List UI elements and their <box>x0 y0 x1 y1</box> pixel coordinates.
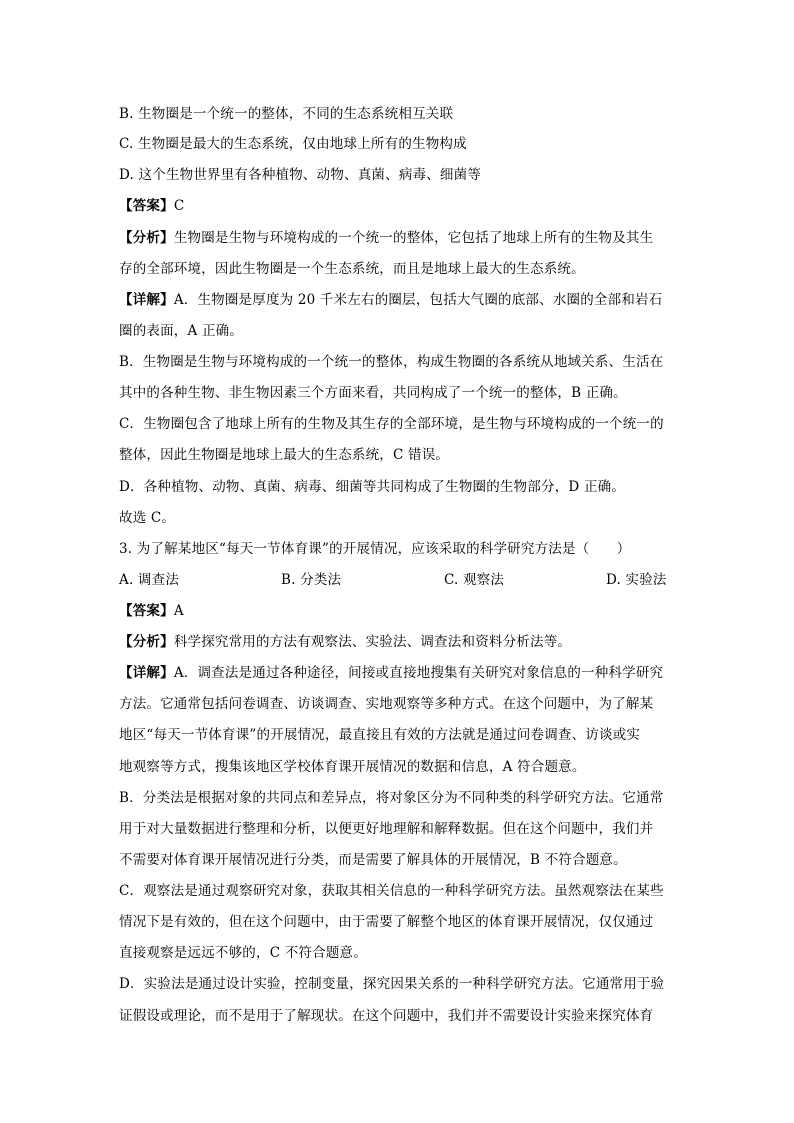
q3-question: 3. 为了解某地区“每天一节体育课”的开展情况，应该采取的科学研究方法是（ ） <box>119 541 631 557</box>
analysis-tag: 【分析】 <box>119 230 174 246</box>
q3-detail-line: 地区“每天一节体育课”的开展情况，最直接且有效的方法就是通过问卷调查、访谈或实 <box>119 727 641 743</box>
option-b-line: B. 生物圈是一个统一的整体，不同的生态系统相互关联 <box>119 106 454 122</box>
q3-detail-line: 地观察等方式，搜集该地区学校体育课开展情况的数据和信息，A 符合题意。 <box>119 759 586 775</box>
q2-detail-line: C．生物圈包含了地球上所有的生物及其生存的全部环境，是生物与环境构成的一个统一的 <box>119 416 664 432</box>
detail-tag: 【详解】 <box>119 665 174 681</box>
q2-conclusion: 故选 C。 <box>119 510 176 526</box>
detail-text: A．生物圈是厚度为 20 千米左右的圈层，包括大气圈的底部、水圈的全部和岩石 <box>173 292 663 308</box>
q3-detail-line: 情况下是有效的，但在这个问题中，由于需要了解整个地区的体育课开展情况，仅仅通过 <box>119 914 654 930</box>
q2-answer <box>119 196 679 216</box>
q3-detail-line: B．分类法是根据对象的共同点和差异点，将对象区分为不同种类的科学研究方法。它通常 <box>119 790 664 806</box>
answer-tag: 【答案】 <box>119 603 174 619</box>
q3-detail-line: 直接观察是远远不够的，C 不符合题意。 <box>119 945 367 961</box>
q3-detail-line: 证假设或理论，而不是用于了解现状。在这个问题中，我们并不需要设计实验来探究体育 <box>119 1008 654 1024</box>
q2-detail-line-1 <box>119 290 679 310</box>
q3-option-d: D. 实验法 <box>606 572 667 588</box>
q3-answer <box>119 601 679 621</box>
q3-analysis <box>119 632 679 652</box>
option-c-line: C. 生物圈是最大的生态系统，仅由地球上所有的生物构成 <box>119 136 467 152</box>
detail-tag: 【详解】 <box>119 292 174 308</box>
q2-analysis-line-1 <box>119 228 679 248</box>
q3-option-c: C. 观察法 <box>444 572 505 588</box>
q3-options <box>119 570 679 590</box>
q2-detail-line: 圈的表面，A 正确。 <box>119 323 244 339</box>
q2-detail-line: 其中的各种生物、非生物因素三个方面来看，共同构成了一个统一的整体，B 正确。 <box>119 385 627 401</box>
q3-option-a: A. 调查法 <box>119 572 180 588</box>
answer-tag: 【答案】 <box>119 198 174 214</box>
q3-detail-line: 方法。它通常包括问卷调查、访谈调查、实地观察等多种方式。在这个问题中，为了解某 <box>119 696 654 712</box>
q3-detail-line: C．观察法是通过观察研究对象，获取其相关信息的一种科学研究方法。虽然观察法在某些 <box>119 883 664 899</box>
q2-detail-line: B．生物圈是生物与环境构成的一个统一的整体，构成生物圈的各系统从地域关系、生活在 <box>119 354 664 370</box>
q2-detail-line: D．各种植物、动物、真菌、病毒、细菌等共同构成了生物圈的生物部分，D 正确。 <box>119 479 626 495</box>
q3-detail-line-1 <box>119 663 679 683</box>
option-d-line: D. 这个生物世界里有各种植物、动物、真菌、病毒、细菌等 <box>119 167 482 183</box>
q3-detail-line: 用于对大量数据进行整理和分析，以便更好地理解和解释数据。但在这个问题中，我们并 <box>119 821 654 837</box>
analysis-text: 生物圈是生物与环境构成的一个统一的整体，它包括了地球上所有的生物及其生 <box>173 230 654 246</box>
q3-detail-line: D．实验法是通过设计实验，控制变量，探究因果关系的一种科学研究方法。它通常用于验 <box>119 976 665 992</box>
q3-option-b: B. 分类法 <box>281 572 342 588</box>
analysis-text: 科学探究常用的方法有观察法、实验法、调查法和资料分析法等。 <box>173 634 572 650</box>
answer-value: A <box>173 603 184 619</box>
q3-detail-line: 不需要对体育课开展情况进行分类，而是需要了解具体的开展情况，B 不符合题意。 <box>119 852 627 868</box>
answer-value: C <box>173 198 185 214</box>
analysis-tag: 【分析】 <box>119 634 174 650</box>
detail-text: A．调查法是通过各种途径，间接或直接地搜集有关研究对象信息的一种科学研究 <box>173 665 664 681</box>
q2-detail-line: 整体，因此生物圈是地球上最大的生态系统，C 错误。 <box>119 447 450 463</box>
q2-analysis-line-2: 存的全部环境，因此生物圈是一个生态系统，而且是地球上最大的生态系统。 <box>119 261 585 277</box>
